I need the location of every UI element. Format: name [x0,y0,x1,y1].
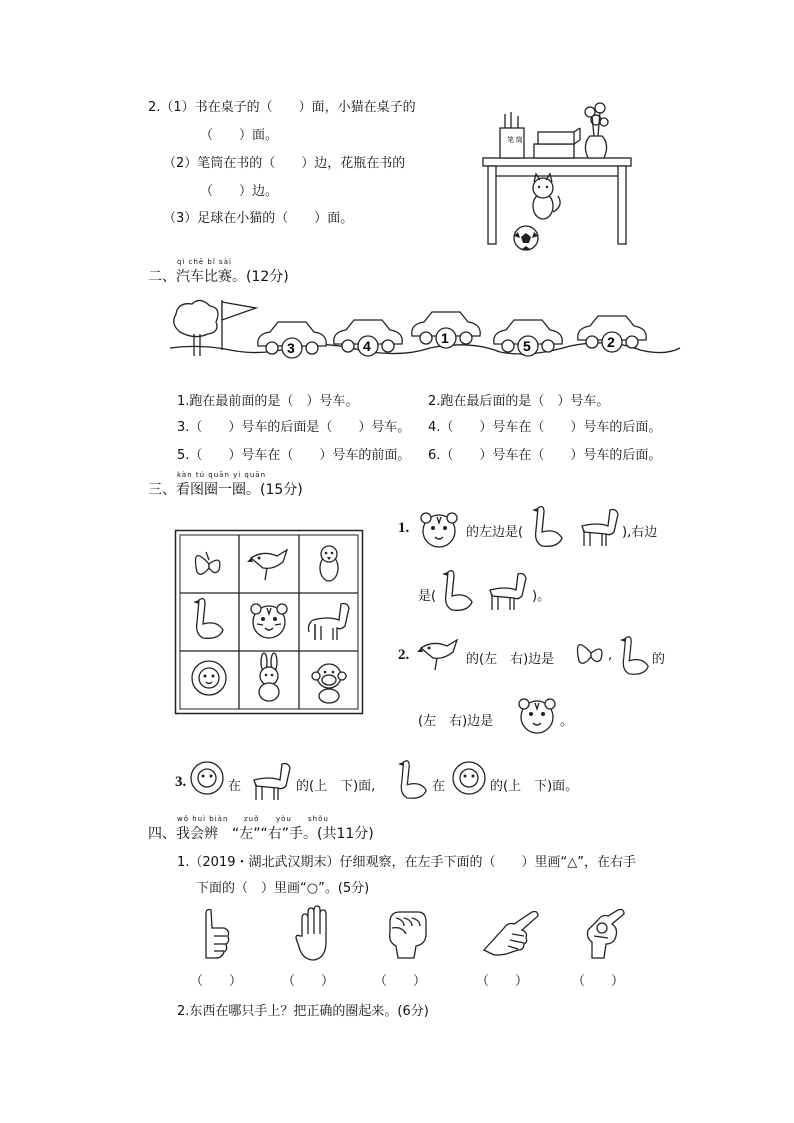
sec4-blank-2[interactable]: （ ） [282,974,335,989]
lion-icon [188,760,226,800]
sec4-q1-line2: 下面的（ ）里画“○”。(5分) [196,881,370,896]
pen-holder-label: 笔 筒 [507,136,523,144]
sec4-blank-1[interactable]: （ ） [190,974,243,989]
car-1 [258,322,327,358]
horse-icon [482,570,530,614]
sec2-q3: 3.（ ）号车的后面是（ ）号车。 [177,420,411,435]
penguin-icon [320,546,338,581]
pointing-hand-icon [482,910,540,956]
sec3-q1-text-b: ),右边 [622,525,658,540]
sec2-q6: 6.（ ）号车在（ ）号车的后面。 [428,448,662,463]
car-5 [578,316,647,352]
butterfly-icon [574,636,608,670]
sec3-q2-text-a: 的(左 右)边是 [466,652,555,667]
sec4-pinyin-3: yòu [276,815,292,823]
parrot-icon [416,636,462,672]
sec3-q3-num: 3. [175,774,187,790]
car-2-number: 4 [363,338,371,354]
sec2-q5: 5.（ ）号车在（ ）号车的前面。 [177,448,411,463]
ok-hand-icon [582,908,628,962]
open-palm-hand-icon [294,906,334,962]
sec4-title: 四、我会辨 “左”“右”手。(共11分) [148,826,374,842]
sec3-q1-num: 1. [398,520,410,536]
car-3-number: 1 [441,330,449,346]
horse-icon [246,760,294,804]
car-1-number: 3 [287,340,295,356]
sec4-q2: 2.东西在哪只手上？把正确的圈起来。(6分) [177,1004,429,1019]
table-scene-illustration [478,98,638,256]
sec4-q1-line1: 1.（2019・湖北武汉期末）仔细观察，在左手下面的（ ）里画“△”，在右手 [177,855,636,870]
sec3-q3-text-b: 的(上 下)面, [296,779,376,794]
sec2-q1: 1.跑在最前面的是（ ）号车。 [177,394,359,409]
q2-line3: （2）笔筒在书的（ ）边，花瓶在书的 [163,156,406,171]
tiger-icon [418,510,460,552]
goose-icon [396,758,430,802]
sec4-blank-5[interactable]: （ ） [572,974,625,989]
car-2 [334,320,403,356]
sec3-q2-num: 2. [398,647,410,663]
sec3-q3-text-d: 的(上 下)面。 [490,779,579,794]
sec3-q1-text-a: 的左边是( [466,525,524,540]
car-4-number: 5 [523,338,531,354]
car-5-number: 2 [607,334,615,350]
car-4 [494,320,563,356]
sec3-q3-text-c: 在 [432,779,446,794]
sec3-q2-text-b: , [608,648,613,663]
sec4-blank-3[interactable]: （ ） [374,974,427,989]
goose-icon [530,504,566,550]
sec4-pinyin-2: zuǒ [244,815,260,823]
sec2-q4: 4.（ ）号车在（ ）号车的后面。 [428,420,662,435]
lion-icon [192,661,226,695]
sec4-pinyin-1: wǒ huì biàn [177,815,229,823]
sec4-blank-4[interactable]: （ ） [476,974,529,989]
sec2-pinyin: qì chē bǐ sài [177,258,232,266]
q2-line1: 2.（1）书在桌子的（ ）面，小猫在桌子的 [148,100,416,115]
q2-line5: （3）足球在小猫的（ ）面。 [163,211,354,226]
sec3-title: 三、看图圈一圈。(15分) [148,482,303,498]
sec3-q1-text-c: 是( [418,589,437,604]
sec4-pinyin-4: shǒu [308,815,329,823]
sec3-pinyin: kàn tú quān yi quān [177,471,267,479]
thumbs-up-hand-icon [196,908,232,962]
sec3-q2-text-e: 。 [560,714,574,729]
sec3-q3-text-a: 在 [228,779,242,794]
lion-icon [450,760,488,800]
goose-icon [440,568,476,614]
goose-icon [618,634,652,678]
tiger-icon [516,696,558,738]
sec2-title: 二、汽车比赛。(12分) [148,269,289,285]
horse-icon [574,506,622,550]
q2-line4: （ ）边。 [200,184,279,199]
animal-grid [175,530,363,714]
fist-hand-icon [384,908,430,960]
sec2-q2: 2.跑在最后面的是（ ）号车。 [428,394,610,409]
q2-line2: （ ）面。 [200,128,279,143]
car-3 [412,312,481,348]
sec3-q2-text-d: (左 右)边是 [418,714,494,729]
sec3-q2-text-c: 的 [652,652,666,667]
sec3-q1-text-d: )。 [532,589,551,604]
car-race-illustration [170,298,680,368]
